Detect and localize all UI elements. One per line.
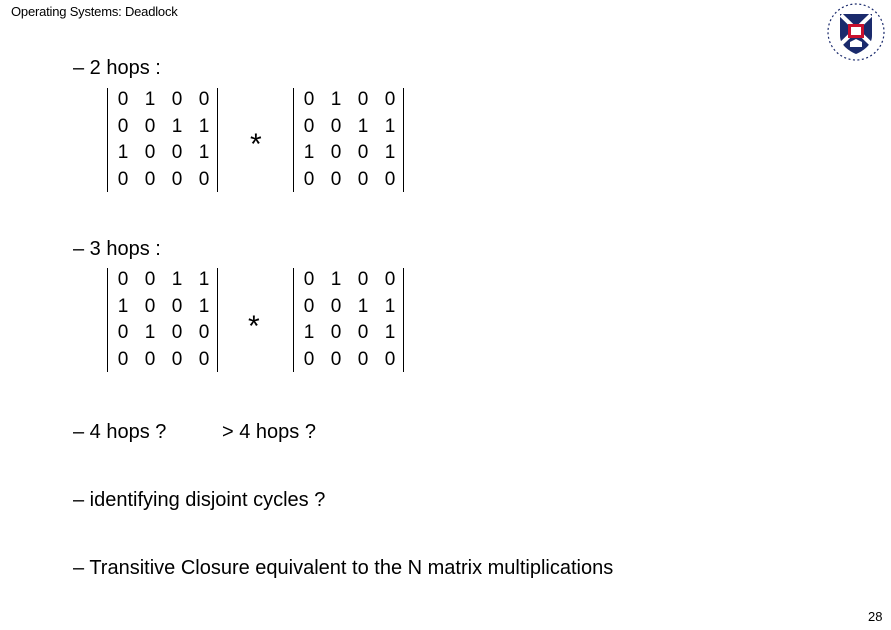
matrix-cell: 0 bbox=[357, 89, 369, 110]
matrix-row bbox=[108, 268, 217, 291]
matrix-cell: 0 bbox=[198, 168, 210, 190]
matrix-row bbox=[108, 295, 217, 318]
matrix-cell: 1 bbox=[198, 295, 210, 317]
matrix-cell: 0 bbox=[303, 115, 315, 137]
matrix-cell: 1 bbox=[384, 115, 396, 137]
header-title: Operating Systems: Deadlock bbox=[11, 4, 178, 19]
matrix-cell: 0 bbox=[117, 89, 129, 110]
matrix-row bbox=[108, 88, 217, 111]
matrix-cell: 0 bbox=[144, 295, 156, 317]
matrix-hops2-left bbox=[107, 88, 218, 192]
disjoint-cycles-label: – identifying disjoint cycles ? bbox=[73, 489, 326, 511]
matrix-row bbox=[294, 348, 403, 371]
matrix-row bbox=[294, 321, 403, 344]
matrix-cell: 1 bbox=[303, 142, 315, 163]
matrix-cell: 0 bbox=[357, 168, 369, 190]
matrix-cell: 1 bbox=[171, 269, 183, 290]
matrix-cell: 0 bbox=[303, 89, 315, 110]
matrix-cell: 1 bbox=[357, 115, 369, 137]
university-crest-icon bbox=[826, 2, 886, 62]
matrix-cell: 0 bbox=[144, 348, 156, 370]
matrix-cell: 1 bbox=[384, 142, 396, 163]
matrix-cell: 0 bbox=[171, 168, 183, 190]
matrix-cell: 0 bbox=[330, 142, 342, 163]
matrix-cell: 0 bbox=[330, 115, 342, 137]
matrix-cell: 0 bbox=[303, 348, 315, 370]
multiply-symbol: * bbox=[248, 310, 260, 343]
matrix-hops2-right bbox=[293, 88, 404, 192]
matrix-hops3-left bbox=[107, 268, 218, 372]
hops-4-label: – 4 hops ? bbox=[73, 421, 167, 443]
matrix-hops3-right bbox=[293, 268, 404, 372]
matrix-cell: 1 bbox=[144, 322, 156, 343]
matrix-row bbox=[294, 268, 403, 291]
matrix-cell: 1 bbox=[384, 295, 396, 317]
matrix-cell: 1 bbox=[330, 89, 342, 110]
matrix-cell: 1 bbox=[384, 322, 396, 343]
matrix-row bbox=[294, 115, 403, 138]
matrix-cell: 1 bbox=[330, 269, 342, 290]
matrix-cell: 0 bbox=[117, 115, 129, 137]
matrix-cell: 1 bbox=[117, 142, 129, 163]
matrix-cell: 0 bbox=[303, 295, 315, 317]
matrix-cell: 0 bbox=[357, 348, 369, 370]
matrix-cell: 0 bbox=[171, 142, 183, 163]
hops-2-label: – 2 hops : bbox=[73, 57, 161, 79]
matrix-cell: 1 bbox=[357, 295, 369, 317]
matrix-cell: 0 bbox=[384, 89, 396, 110]
matrix-cell: 0 bbox=[330, 295, 342, 317]
matrix-cell: 0 bbox=[144, 168, 156, 190]
matrix-cell: 0 bbox=[117, 322, 129, 343]
matrix-cell: 0 bbox=[357, 322, 369, 343]
matrix-cell: 0 bbox=[144, 269, 156, 290]
matrix-row bbox=[108, 141, 217, 164]
matrix-cell: 0 bbox=[171, 295, 183, 317]
more-hops-label: > 4 hops ? bbox=[222, 421, 316, 443]
matrix-cell: 1 bbox=[198, 269, 210, 290]
matrix-cell: 0 bbox=[198, 348, 210, 370]
hops-3-label: – 3 hops : bbox=[73, 238, 161, 260]
matrix-cell: 0 bbox=[117, 168, 129, 190]
matrix-cell: 1 bbox=[117, 295, 129, 317]
matrix-cell: 0 bbox=[171, 322, 183, 343]
matrix-row bbox=[108, 168, 217, 191]
matrix-row bbox=[294, 168, 403, 191]
matrix-cell: 0 bbox=[303, 269, 315, 290]
matrix-cell: 1 bbox=[198, 142, 210, 163]
matrix-row bbox=[108, 115, 217, 138]
matrix-cell: 0 bbox=[117, 348, 129, 370]
matrix-cell: 1 bbox=[303, 322, 315, 343]
matrix-cell: 0 bbox=[330, 168, 342, 190]
matrix-cell: 0 bbox=[384, 168, 396, 190]
matrix-cell: 0 bbox=[384, 269, 396, 290]
matrix-cell: 0 bbox=[117, 269, 129, 290]
matrix-cell: 0 bbox=[144, 142, 156, 163]
matrix-cell: 0 bbox=[198, 322, 210, 343]
matrix-cell: 0 bbox=[384, 348, 396, 370]
matrix-cell: 0 bbox=[357, 142, 369, 163]
matrix-row bbox=[108, 348, 217, 371]
matrix-cell: 1 bbox=[144, 89, 156, 110]
matrix-cell: 1 bbox=[198, 115, 210, 137]
matrix-cell: 0 bbox=[171, 348, 183, 370]
matrix-cell: 0 bbox=[330, 322, 342, 343]
matrix-row bbox=[294, 141, 403, 164]
matrix-cell: 0 bbox=[357, 269, 369, 290]
matrix-cell: 0 bbox=[303, 168, 315, 190]
matrix-cell: 0 bbox=[144, 115, 156, 137]
matrix-row bbox=[294, 88, 403, 111]
transitive-closure-label: – Transitive Closure equivalent to the N matrix multiplications bbox=[73, 557, 614, 579]
multiply-symbol: * bbox=[250, 128, 262, 161]
page-number: 28 bbox=[868, 609, 883, 624]
matrix-cell: 0 bbox=[171, 89, 183, 110]
matrix-cell: 0 bbox=[330, 348, 342, 370]
matrix-cell: 0 bbox=[198, 89, 210, 110]
matrix-row bbox=[294, 295, 403, 318]
matrix-cell: 1 bbox=[171, 115, 183, 137]
matrix-row bbox=[108, 321, 217, 344]
